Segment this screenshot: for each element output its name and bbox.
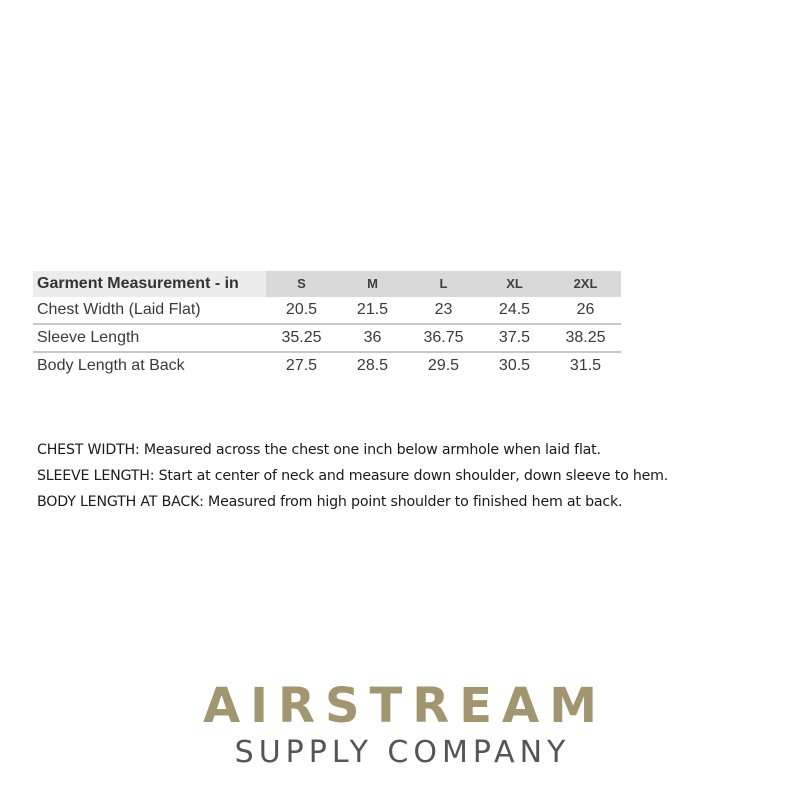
note-chest-width: CHEST WIDTH: Measured across the chest one inch below armhole when laid flat. <box>37 442 601 458</box>
table-row <box>33 324 621 352</box>
table-cell: 26 <box>576 301 595 318</box>
table-cell: 36.75 <box>423 329 464 346</box>
logo-tagline-text: SUPPLY COMPANY <box>234 735 571 770</box>
airstream-logo <box>0 678 800 772</box>
table-cell: 31.5 <box>569 357 602 374</box>
measurement-notes <box>37 437 787 515</box>
table-cell: 38.25 <box>565 329 606 346</box>
table-cell: 23 <box>434 301 453 318</box>
table-row <box>33 297 621 324</box>
table-header-label: Garment Measurement - in <box>33 271 266 297</box>
table-cell: 27.5 <box>285 357 318 374</box>
table-cell: 24.5 <box>498 301 531 318</box>
table-row <box>33 352 621 379</box>
note-sleeve-length: SLEEVE LENGTH: Start at center of neck and measure down shoulder, down sleeve to hem. <box>37 468 669 484</box>
table-header-row <box>33 271 621 297</box>
table-cell: 37.5 <box>498 329 531 346</box>
logo-brand-text: AIRSTREAM <box>203 678 607 734</box>
table-cell: 21.5 <box>356 301 389 318</box>
size-header-xl: XL <box>506 276 523 291</box>
table-cell: 35.25 <box>281 329 322 346</box>
table-cell: 36 <box>363 329 382 346</box>
size-header-s: S <box>297 276 306 291</box>
size-header-2xl: 2XL <box>573 276 598 291</box>
size-chart-table <box>33 271 621 379</box>
row-label: Body Length at Back <box>37 357 185 374</box>
size-header-l: L <box>439 276 448 291</box>
note-body-length: BODY LENGTH AT BACK: Measured from high point shoulder to finished hem at back. <box>37 494 623 510</box>
table-cell: 20.5 <box>285 301 318 318</box>
table-cell: 28.5 <box>356 357 389 374</box>
row-label: Chest Width (Laid Flat) <box>37 301 201 318</box>
row-label: Sleeve Length <box>37 329 140 346</box>
size-header-m: M <box>367 276 378 291</box>
table-cell: 30.5 <box>498 357 531 374</box>
table-cell: 29.5 <box>427 357 460 374</box>
